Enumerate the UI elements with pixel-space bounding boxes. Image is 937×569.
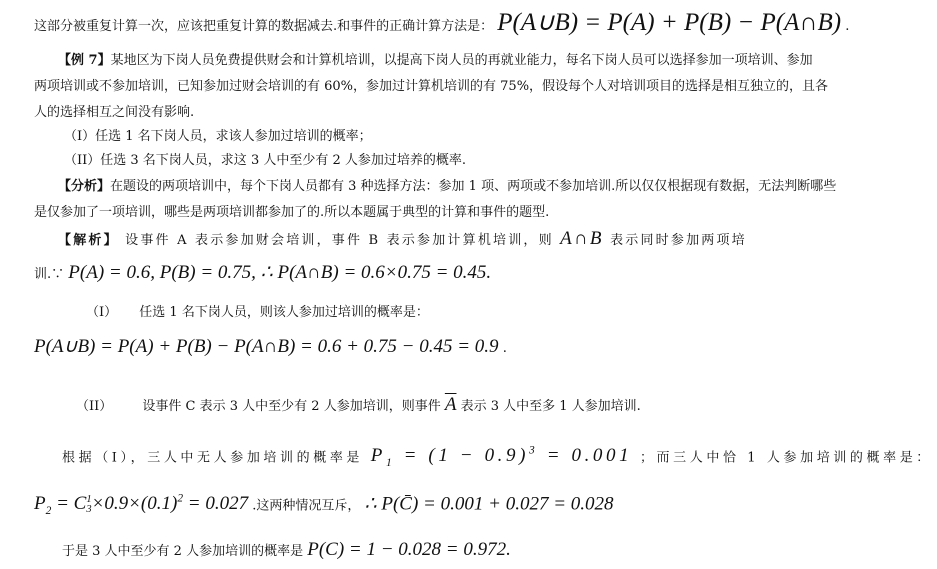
question-1-text: （I）任选 1 名下岗人员，求该人参加过培训的概率； bbox=[64, 129, 372, 144]
final-formula: P(C) = 1 − 0.028 = 0.972. bbox=[307, 539, 511, 560]
solution-line-2 bbox=[34, 264, 491, 284]
p2-c-sup: 1 bbox=[86, 493, 92, 505]
p1-text: 根据（I），三人中无人参加培训的概率是 bbox=[62, 450, 364, 466]
analysis-line-1 bbox=[58, 178, 836, 196]
part-2-text-2: 表示 3 人中至多 1 人参加培训. bbox=[460, 399, 641, 414]
example-text-1: 某地区为下岗人员免费提供财会和计算机培训，以提高下岗人员的再就业能力，每名下岗人员可以选择参加一项培训、参加 bbox=[110, 53, 813, 68]
p1-text-2: ；而三人中恰 1 人参加培训的概率是： bbox=[639, 450, 933, 466]
p2-mid: ×0.9×(0.1) bbox=[91, 493, 178, 515]
p2-eq: = C bbox=[51, 493, 87, 515]
example-tag: 【例 7】 bbox=[58, 53, 111, 68]
final-line bbox=[62, 541, 511, 561]
example-line-2 bbox=[34, 78, 828, 96]
example-line-3 bbox=[34, 104, 194, 122]
p1-rhs: = 0.001 bbox=[538, 445, 633, 467]
part-1-formula: P(A∪B) = P(A) + P(B) − P(A∩B) = 0.6 + 0.75 − 0.45 = 0.9 bbox=[34, 336, 499, 357]
probability-formula: P(A) = 0.6, P(B) = 0.75, ∴ P(A∩B) = 0.6×0.75 = 0.45. bbox=[68, 262, 492, 283]
analysis-text-1: 在题设的两项培训中，每个下岗人员都有 3 种选择方法：参加 1 项、两项或不参加培训.所以仅仅根据现有数据，无法判断哪些 bbox=[110, 179, 837, 194]
part-1-end: . bbox=[502, 341, 507, 356]
p2-lhs: P bbox=[34, 493, 46, 515]
part-1-text: 任选 1 名下岗人员，则该人参加过培训的概率是： bbox=[139, 305, 429, 320]
part-2-text-1: 设事件 C 表示 3 人中至少有 2 人参加培训，则事件 bbox=[142, 399, 441, 414]
p2-rhs: = 0.027 bbox=[183, 493, 249, 515]
p1-lhs: P bbox=[370, 445, 386, 467]
analysis-text-2: 是仅参加了一项培训，哪些是两项培训都参加了的.所以本题属于典型的计算和事件的题型. bbox=[34, 205, 550, 220]
solution-line-1 bbox=[58, 230, 747, 250]
p2-c-sub: 3 bbox=[86, 503, 92, 515]
p2-sub: 2 bbox=[45, 505, 52, 518]
p2-line bbox=[34, 490, 614, 520]
question-1 bbox=[64, 128, 372, 146]
p1-line bbox=[62, 442, 933, 472]
solution-text-1: 设事件 A 表示参加财会培训，事件 B 表示参加计算机培训，则 bbox=[125, 233, 554, 248]
p1-sub: 1 bbox=[386, 457, 396, 470]
part-2-line bbox=[76, 396, 641, 416]
example-line-1 bbox=[58, 52, 813, 70]
intro-text: 这部分被重复计算一次，应该把重复计算的数据减去.和事件的正确计算方法是： bbox=[34, 19, 494, 34]
union-formula: P(A∪B) = P(A) + P(B) − P(A∩B) bbox=[497, 9, 842, 36]
intersection-formula: A∩B bbox=[560, 228, 604, 249]
question-2 bbox=[64, 152, 466, 170]
analysis-line-2 bbox=[34, 204, 549, 222]
part-1-line bbox=[86, 304, 429, 322]
p2-formula bbox=[34, 493, 249, 518]
p2-formula-2: ∴ P(C̄) = 0.001 + 0.027 = 0.028 bbox=[364, 493, 614, 515]
solution-text-1-end: 表示同时参加两项培 bbox=[610, 233, 747, 248]
analysis-tag: 【分析】 bbox=[58, 179, 111, 194]
intro-line bbox=[34, 9, 850, 36]
example-text-3: 人的选择相互之间没有影响. bbox=[34, 105, 195, 120]
question-2-text: （II）任选 3 名下岗人员，求这 3 人中至少有 2 人参加过培养的概率. bbox=[64, 153, 467, 168]
p2-sup: 2 bbox=[177, 493, 184, 505]
p1-mid: = (1 − 0.9) bbox=[395, 445, 530, 467]
example-text-2: 两项培训或不参加培训，已知参加过财会培训的有 60%，参加过计算机培训的有 75%，假设每个人对培训项目的选择是相互独立的，且各 bbox=[34, 79, 829, 94]
part-2-label: （II） bbox=[76, 399, 113, 414]
a-bar-symbol: $\overline{A}$ bbox=[444, 394, 457, 415]
intro-end: . bbox=[845, 19, 850, 34]
p1-sup: 3 bbox=[529, 445, 539, 457]
part-1-formula-line bbox=[34, 338, 507, 358]
solution-prefix: 训.∵ bbox=[34, 267, 65, 282]
p2-text: .这两种情况互斥， bbox=[252, 498, 361, 514]
p1-formula bbox=[370, 445, 633, 470]
part-1-label: （I） bbox=[86, 305, 118, 320]
final-text: 于是 3 人中至少有 2 人参加培训的概率是 bbox=[62, 544, 304, 559]
solution-tag: 【解析】 bbox=[58, 233, 119, 248]
